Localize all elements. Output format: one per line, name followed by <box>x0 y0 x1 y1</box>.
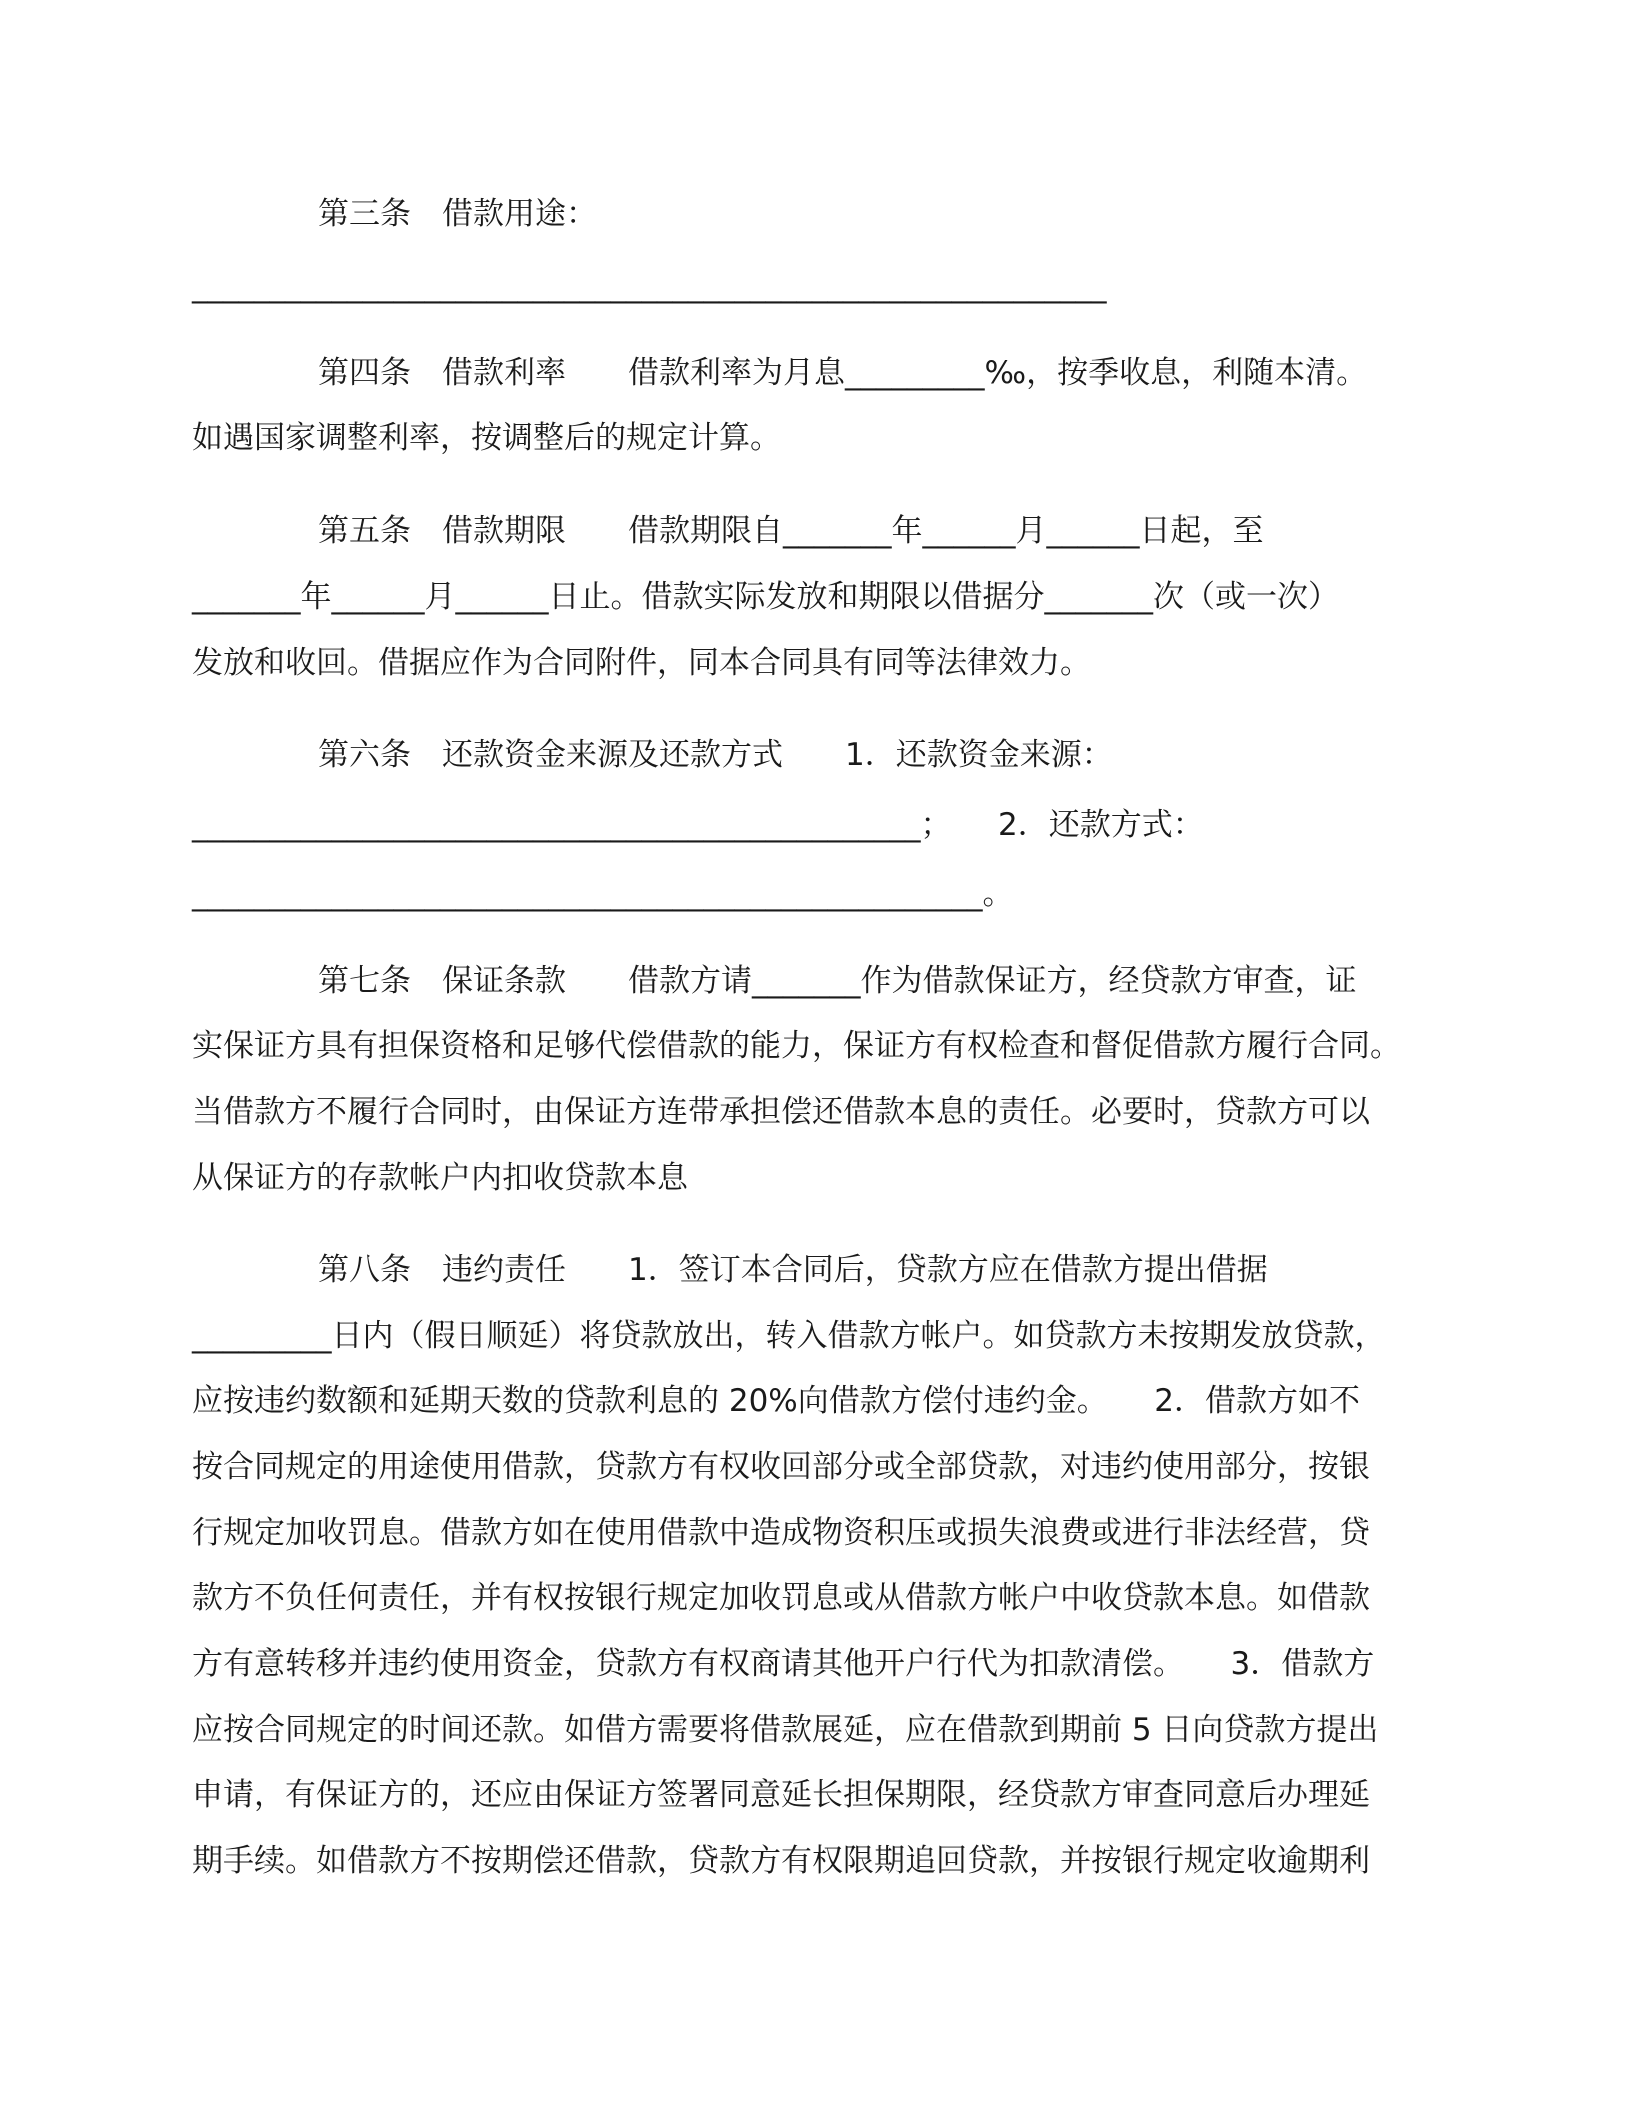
article-4-line-1: 第四条 借款利率 借款利率为月息_________‰，按季收息，利随本清。 <box>318 355 1368 391</box>
article-6-line-3: ___________________________________________________。 <box>192 876 1014 912</box>
article-7-line-4: 从保证方的存款帐户内扣收贷款本息 <box>192 1160 688 1196</box>
article-8-line-7: 方有意转移并违约使用资金，贷款方有权商请其他开户行代为扣款清偿。 3．借款方 <box>192 1646 1375 1682</box>
article-8-line-6: 款方不负任何责任，并有权按银行规定加收罚息或从借款方帐户中收贷款本息。如借款 <box>192 1580 1370 1616</box>
article-6-line-2: _______________________________________________； 2．还款方式： <box>192 807 1204 843</box>
article-3-heading: 第三条 借款用途： <box>318 196 597 232</box>
article-5-line-3: 发放和收回。借据应作为合同附件，同本合同具有同等法律效力。 <box>192 645 1091 681</box>
article-6-line-1: 第六条 还款资金来源及还款方式 1．还款资金来源： <box>318 737 1113 773</box>
article-7-line-3: 当借款方不履行合同时，由保证方连带承担偿还借款本息的责任。必要时，贷款方可以 <box>192 1094 1370 1130</box>
article-4-line-2: 如遇国家调整利率，按调整后的规定计算。 <box>192 420 781 456</box>
article-7-line-2: 实保证方具有担保资格和足够代偿借款的能力，保证方有权检查和督促借款方履行合同。 <box>192 1028 1401 1064</box>
article-8-line-8: 应按合同规定的时间还款。如借方需要将借款展延，应在借款到期前 5 日向贷款方提出 <box>192 1712 1379 1748</box>
article-8-line-9: 申请，有保证方的，还应由保证方签署同意延长担保期限，经贷款方审查同意后办理延 <box>192 1777 1370 1813</box>
article-8-line-10: 期手续。如借款方不按期偿还借款，贷款方有权限期追回贷款，并按银行规定收逾期利 <box>192 1843 1370 1879</box>
article-8-line-1: 第八条 违约责任 1．签订本合同后，贷款方应在借款方提出借据 <box>318 1252 1268 1288</box>
article-5-line-2: _______年______月______日止。借款实际发放和期限以借据分_______次（或一次） <box>192 579 1339 615</box>
article-8-line-3: 应按违约数额和延期天数的贷款利息的 20%向借款方偿付违约金。 2．借款方如不 <box>192 1383 1360 1419</box>
article-3-blank-line: ___________________________________________________________ <box>192 268 1107 304</box>
article-8-line-5: 行规定加收罚息。借款方如在使用借款中造成物资积压或损失浪费或进行非法经营，贷 <box>192 1515 1370 1551</box>
article-7-line-1: 第七条 保证条款 借款方请_______作为借款保证方，经贷款方审查，证 <box>318 963 1357 999</box>
article-5-line-1: 第五条 借款期限 借款期限自_______年______月______日起，至 <box>318 513 1264 549</box>
article-8-line-2: _________日内（假日顺延）将贷款放出，转入借款方帐户。如贷款方未按期发放贷款， <box>192 1318 1386 1354</box>
article-8-line-4: 按合同规定的用途使用借款，贷款方有权收回部分或全部贷款，对违约使用部分，按银 <box>192 1449 1370 1485</box>
